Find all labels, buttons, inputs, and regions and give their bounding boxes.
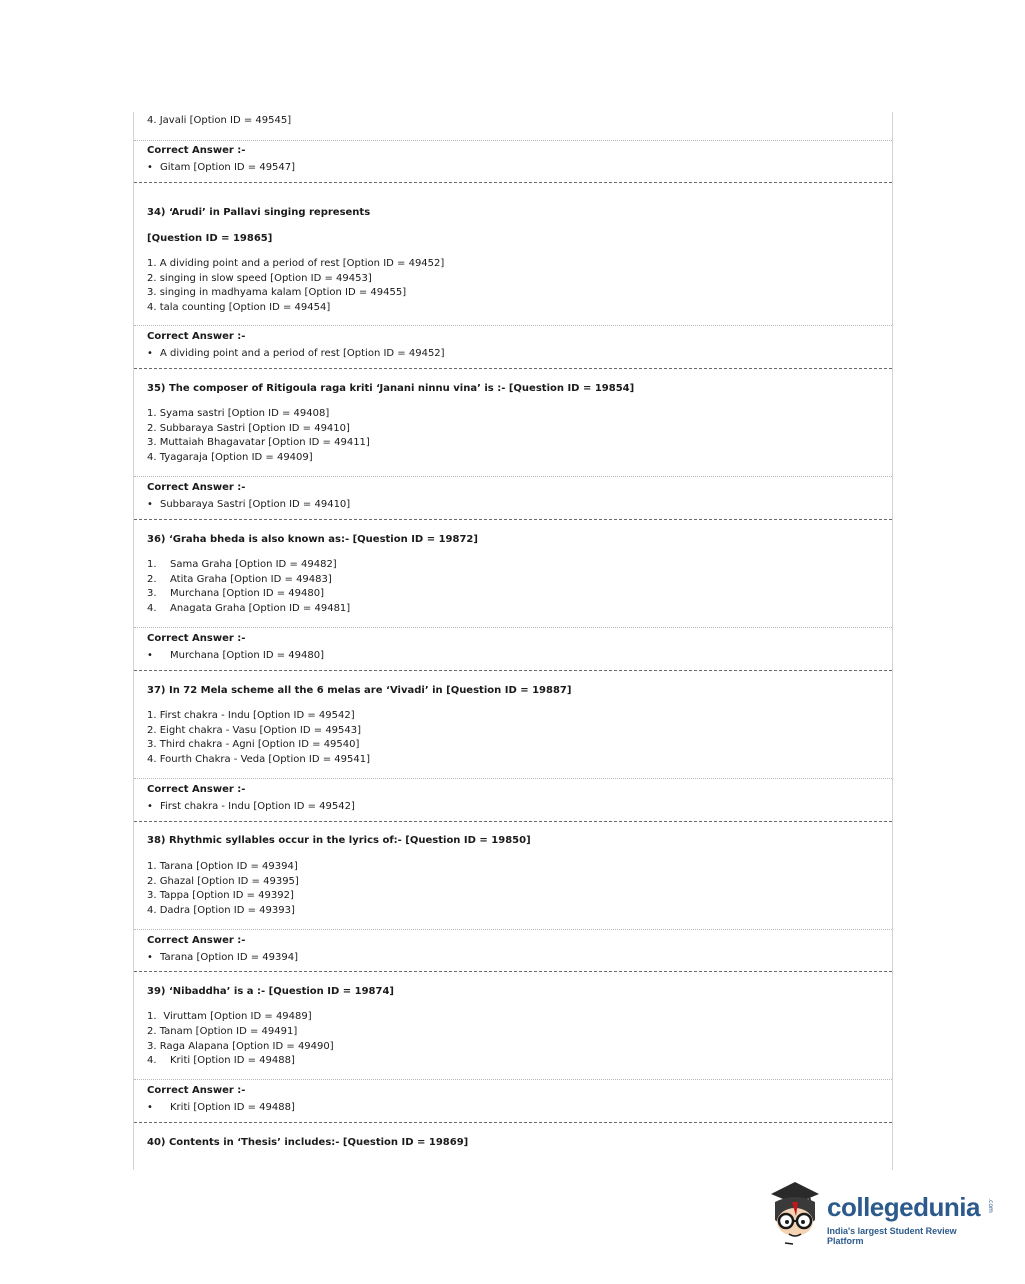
- option-text: 1. A dividing point and a period of rest [Option ID = 49452]: [147, 258, 445, 269]
- question-title: 36) ‘Graha bheda is also known as:- [Question ID = 19872]: [147, 534, 478, 545]
- option-text: 1. Syama sastri [Option ID = 49408]: [147, 408, 330, 419]
- option-text: 2. Ghazal [Option ID = 49395]: [147, 876, 299, 887]
- option-text: 4. Javali [Option ID = 49545]: [147, 115, 292, 126]
- correct-answer: • Gitam [Option ID = 49547]: [147, 162, 295, 174]
- question-title: 39) ‘Nibaddha’ is a :- [Question ID = 19874]: [147, 986, 394, 997]
- question-divider: [134, 368, 892, 369]
- option-text: Anagata Graha [Option ID = 49481]: [170, 603, 351, 614]
- option-item: [147, 1055, 295, 1067]
- option-text: 4. Tyagaraja [Option ID = 49409]: [147, 452, 313, 463]
- option-text: 3. Tappa [Option ID = 49392]: [147, 890, 294, 901]
- option-text: Atita Graha [Option ID = 49483]: [170, 574, 332, 585]
- question-title: 38) Rhythmic syllables occur in the lyrics of:- [Question ID = 19850]: [147, 835, 531, 846]
- option-text: 4. tala counting [Option ID = 49454]: [147, 302, 331, 313]
- option-text: 4. Fourth Chakra - Veda [Option ID = 49541]: [147, 754, 370, 765]
- option-text: 2. singing in slow speed [Option ID = 49453]: [147, 273, 372, 284]
- option-text: 3. Third chakra - Agni [Option ID = 49540]: [147, 739, 360, 750]
- option-item: [147, 603, 350, 615]
- option-text: Viruttam [Option ID = 49489]: [163, 1011, 312, 1022]
- answer-heading: Correct Answer :-: [147, 935, 246, 946]
- question-divider: [134, 821, 892, 822]
- answer-heading: Correct Answer :-: [147, 145, 246, 156]
- option-text: Sama Graha [Option ID = 49482]: [170, 559, 337, 570]
- question-divider: [134, 1122, 892, 1123]
- option-text: 3. singing in madhyama kalam [Option ID = 49455]: [147, 287, 407, 298]
- option-text: 4. Dadra [Option ID = 49393]: [147, 905, 295, 916]
- correct-answer: • Kriti [Option ID = 49488]: [147, 1102, 295, 1114]
- option-text: 3. Muttaiah Bhagavatar [Option ID = 49411]: [147, 437, 370, 448]
- question-title: 34) ‘Arudi’ in Pallavi singing represents: [147, 207, 371, 218]
- divider: [134, 1079, 892, 1080]
- option-number: 4.: [147, 1055, 157, 1066]
- brand-suffix: .com: [986, 1198, 994, 1213]
- brand-name: collegedunia: [827, 1192, 980, 1222]
- divider: [134, 476, 892, 477]
- correct-answer: • Subbaraya Sastri [Option ID = 49410]: [147, 499, 350, 511]
- mascot-icon: [765, 1176, 823, 1246]
- option-item: [147, 574, 332, 586]
- correct-answer: • A dividing point and a period of rest [Option ID = 49452]: [147, 348, 445, 360]
- divider: [134, 778, 892, 779]
- answer-heading: Correct Answer :-: [147, 633, 246, 644]
- question-title: 37) In 72 Mela scheme all the 6 melas are ‘Vivadi’ in [Question ID = 19887]: [147, 685, 572, 696]
- question-id: [Question ID = 19865]: [147, 233, 273, 244]
- option-number: 2.: [147, 574, 157, 585]
- question-divider: [134, 971, 892, 972]
- question-paper-sheet: [133, 112, 893, 1170]
- question-title: 35) The composer of Ritigoula raga kriti ‘Janani ninnu vina’ is :- [Question ID = 19854]: [147, 383, 635, 394]
- divider: [134, 627, 892, 628]
- correct-answer: • Tarana [Option ID = 49394]: [147, 952, 298, 964]
- option-number: 1.: [147, 1011, 157, 1022]
- answer-heading: Correct Answer :-: [147, 482, 246, 493]
- option-text: 2. Subbaraya Sastri [Option ID = 49410]: [147, 423, 350, 434]
- option-text: 1. First chakra - Indu [Option ID = 49542]: [147, 710, 355, 721]
- option-item: [147, 588, 324, 600]
- option-number: 3.: [147, 588, 157, 599]
- answer-heading: Correct Answer :-: [147, 784, 246, 795]
- question-title: 40) Contents in ‘Thesis’ includes:- [Question ID = 19869]: [147, 1137, 469, 1148]
- question-divider: [134, 182, 892, 183]
- option-text: Kriti [Option ID = 49488]: [170, 1055, 295, 1066]
- collegedunia-logo: [765, 1176, 995, 1246]
- option-number: 1.: [147, 559, 157, 570]
- brand-tagline: India's largest Student Review Platform: [827, 1226, 957, 1246]
- option-text: 2. Eight chakra - Vasu [Option ID = 49543]: [147, 725, 362, 736]
- correct-answer: • First chakra - Indu [Option ID = 49542]: [147, 801, 355, 813]
- correct-answer: • Murchana [Option ID = 49480]: [147, 650, 324, 662]
- option-number: 4.: [147, 603, 157, 614]
- option-item: [147, 559, 337, 571]
- divider: [134, 325, 892, 326]
- option-text: 1. Tarana [Option ID = 49394]: [147, 861, 298, 872]
- answer-heading: Correct Answer :-: [147, 331, 246, 342]
- question-divider: [134, 519, 892, 520]
- option-text: 3. Raga Alapana [Option ID = 49490]: [147, 1041, 334, 1052]
- question-divider: [134, 670, 892, 671]
- option-text: 2. Tanam [Option ID = 49491]: [147, 1026, 298, 1037]
- answer-heading: Correct Answer :-: [147, 1085, 246, 1096]
- option-text: Murchana [Option ID = 49480]: [170, 588, 325, 599]
- divider: [134, 140, 892, 141]
- divider: [134, 929, 892, 930]
- option-item: [147, 1011, 312, 1023]
